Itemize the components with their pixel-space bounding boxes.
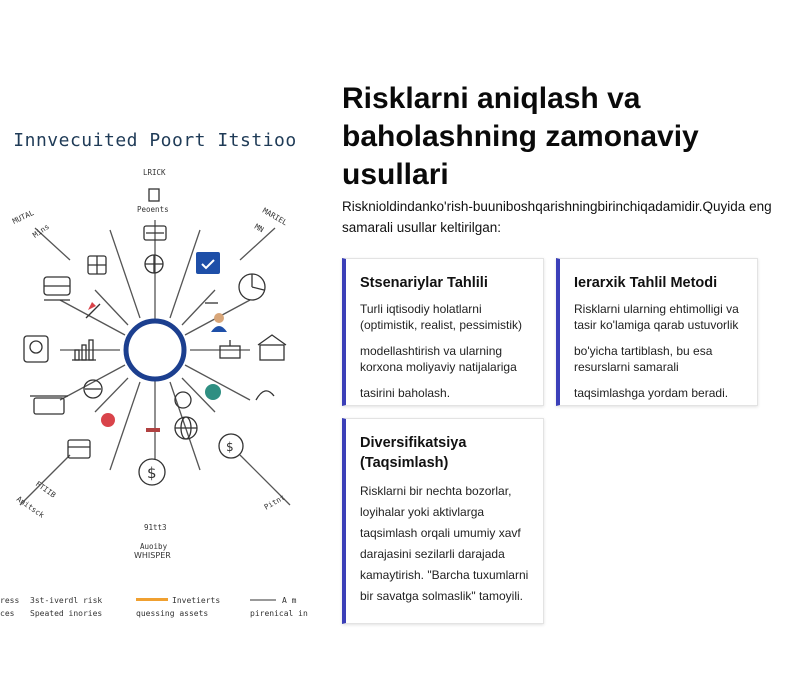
card-title: Ierarxik Tahlil Metodi (574, 275, 718, 291)
label-top: LRICK (143, 168, 166, 177)
label-top-sub: Peoents (137, 205, 169, 214)
label-upper-right-sub: MN (253, 221, 266, 235)
card-text: bo'yicha tartiblash, bu esa resurslarni samarali (574, 344, 713, 374)
illustration-title: Innvecuited Poort Itstioo (13, 130, 297, 151)
card-hierarchical-analysis (556, 258, 758, 406)
red-dot-marker (101, 413, 115, 427)
card-diversification (342, 418, 544, 624)
laptop-icon (44, 277, 70, 300)
central-hub-ring (126, 321, 184, 379)
document-icon (149, 189, 159, 201)
label-bottom-sub: Auoiby (140, 542, 168, 551)
safe-icon (24, 336, 48, 362)
infographic-illustration (0, 0, 320, 700)
page-headline: Risklarni aniqlash va baholashning zamonaviy usullari (342, 82, 699, 191)
checkmark-icon (196, 252, 220, 274)
legend-row-2: ces Speated inories quessing assets pirenical in (0, 609, 308, 618)
label-upper-left: MUTAL (11, 208, 36, 226)
label-lower-left-sub: Anitsck (14, 494, 46, 520)
house-icon (258, 335, 286, 360)
teal-dot-marker (205, 384, 221, 400)
label-upper-right: MARIEL (261, 205, 289, 228)
machine-icon (220, 340, 240, 358)
money-chat-icon (219, 434, 243, 458)
dollar-icon (139, 459, 165, 485)
card-title: Stsenariylar Tahlili (360, 275, 488, 291)
svg-text:$: $ (226, 440, 234, 454)
calculator-icon (88, 256, 106, 274)
card-scenario-analysis (342, 258, 544, 406)
hub-diagram (0, 0, 320, 700)
red-bar-marker (146, 428, 160, 432)
gauge-icon (256, 391, 274, 400)
person-icon (211, 313, 227, 332)
card-text: Risklarni bir nechta bozorlar, loyihalar yoki aktivlarga taqsimlash orqali umumiy xavf darajasini sezilarli darajada kamaytirish. "Barcha tuxumlarni bir savatga solmaslik" tamoyili. (360, 484, 529, 603)
globe-icon (145, 255, 163, 273)
card-title: Diversifikatsiya (Taqsimlash) (360, 435, 467, 471)
card-text: taqsimlashga yordam beradi. (574, 386, 729, 400)
legend-row-1: ress 3st-iverdl risk Invetierts A m (0, 596, 297, 605)
card-text: modellashtirish va ularning korxona moliyaviy natijalariga (360, 344, 517, 374)
card-text: tasirini baholash. (360, 386, 451, 400)
label-lower-right: Pitnt (262, 492, 287, 512)
label-bottom-sub2: WHISPER (134, 551, 171, 560)
cog-icon (175, 392, 191, 408)
label-upper-left-sub: Mins (30, 221, 51, 240)
card-text: Turli iqtisodiy holatlarni (optimistik, realist, pessimistik) (360, 302, 523, 332)
briefcase-icon (68, 440, 90, 458)
label-bottom: 91tt3 (144, 523, 167, 532)
globe2-icon (175, 417, 197, 439)
svg-text:$: $ (147, 464, 157, 482)
pie-icon (239, 274, 265, 300)
card-text: Risklarni ularning ehtimolligi va tasir ko'lamiga qarab ustuvorlik (574, 302, 739, 332)
label-lower-left: FTIIB (33, 479, 58, 500)
intro-text: Risknioldindanko'rish-buuniboshqarishningbirinchiqadamidir.Quyida eng samarali usullar keltirilgan: (342, 199, 772, 235)
